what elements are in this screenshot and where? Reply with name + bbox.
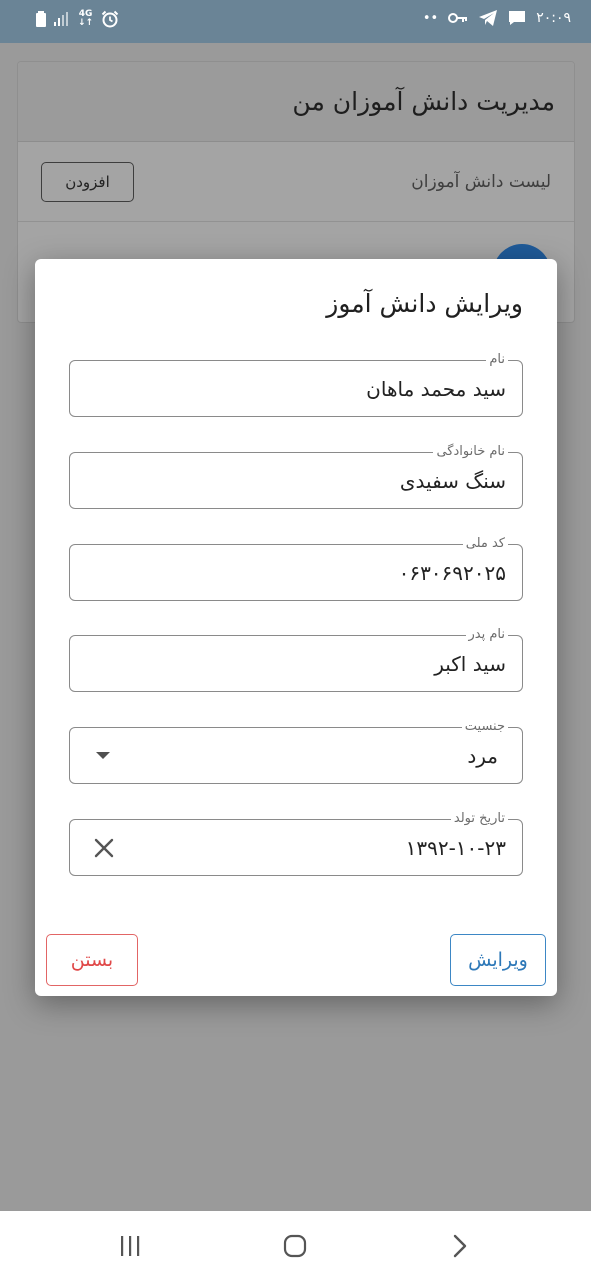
status-bar bbox=[0, 0, 591, 43]
list-header bbox=[18, 142, 574, 222]
field-label: جنسیت bbox=[462, 718, 508, 736]
national-code-field[interactable] bbox=[69, 536, 523, 601]
network-label: 4G bbox=[78, 9, 93, 19]
clear-icon[interactable] bbox=[92, 836, 116, 860]
field-label: نام خانوادگی bbox=[433, 443, 508, 461]
birth-date-field[interactable] bbox=[69, 811, 523, 876]
telegram-icon bbox=[478, 10, 498, 26]
dialog-title: ویرایش دانش آموز bbox=[326, 289, 523, 318]
status-right bbox=[423, 10, 571, 26]
field-value[interactable]: سید اکبر bbox=[434, 652, 506, 676]
back-icon[interactable] bbox=[440, 1231, 480, 1261]
key-icon bbox=[448, 12, 468, 24]
status-left bbox=[36, 10, 119, 28]
add-button[interactable]: افزودن bbox=[41, 162, 134, 202]
field-value[interactable]: سید محمد ماهان bbox=[366, 377, 506, 401]
field-value[interactable]: سنگ سفیدی bbox=[399, 469, 506, 493]
list-title: لیست دانش آموزان bbox=[411, 171, 551, 192]
field-label: تاریخ تولد bbox=[451, 810, 508, 828]
last-name-field[interactable] bbox=[69, 444, 523, 509]
first-name-field[interactable] bbox=[69, 352, 523, 417]
notification-dots: •• bbox=[422, 10, 439, 26]
edit-student-dialog bbox=[35, 259, 557, 996]
navigation-bar bbox=[0, 1211, 591, 1280]
field-value[interactable]: مرد bbox=[467, 744, 498, 768]
field-label: نام bbox=[486, 351, 508, 369]
recent-apps-icon[interactable] bbox=[110, 1231, 150, 1261]
card-header bbox=[18, 62, 574, 142]
field-value[interactable]: ۰۶۳۰۶۹۲۰۲۵ bbox=[398, 561, 506, 585]
page-title: مدیریت دانش آموزان من bbox=[292, 87, 555, 116]
clock: ۲۰:۰۹ bbox=[536, 10, 571, 26]
field-value[interactable]: ۱۳۹۲-۱۰-۲۳ bbox=[405, 836, 506, 860]
home-icon[interactable] bbox=[275, 1231, 315, 1261]
network-4g-icon: 4G ↓↑ bbox=[78, 9, 94, 28]
battery-icon bbox=[36, 11, 46, 27]
field-label: نام پدر bbox=[466, 626, 508, 644]
dropdown-arrow-icon[interactable] bbox=[96, 752, 110, 759]
close-button[interactable]: بستن bbox=[46, 934, 138, 986]
signal-icon bbox=[54, 12, 70, 26]
message-icon bbox=[508, 10, 526, 26]
field-label: کد ملی bbox=[463, 535, 508, 553]
father-name-field[interactable] bbox=[69, 627, 523, 692]
alarm-icon bbox=[101, 10, 119, 28]
edit-button[interactable]: ویرایش bbox=[450, 934, 546, 986]
gender-select[interactable] bbox=[69, 719, 523, 784]
